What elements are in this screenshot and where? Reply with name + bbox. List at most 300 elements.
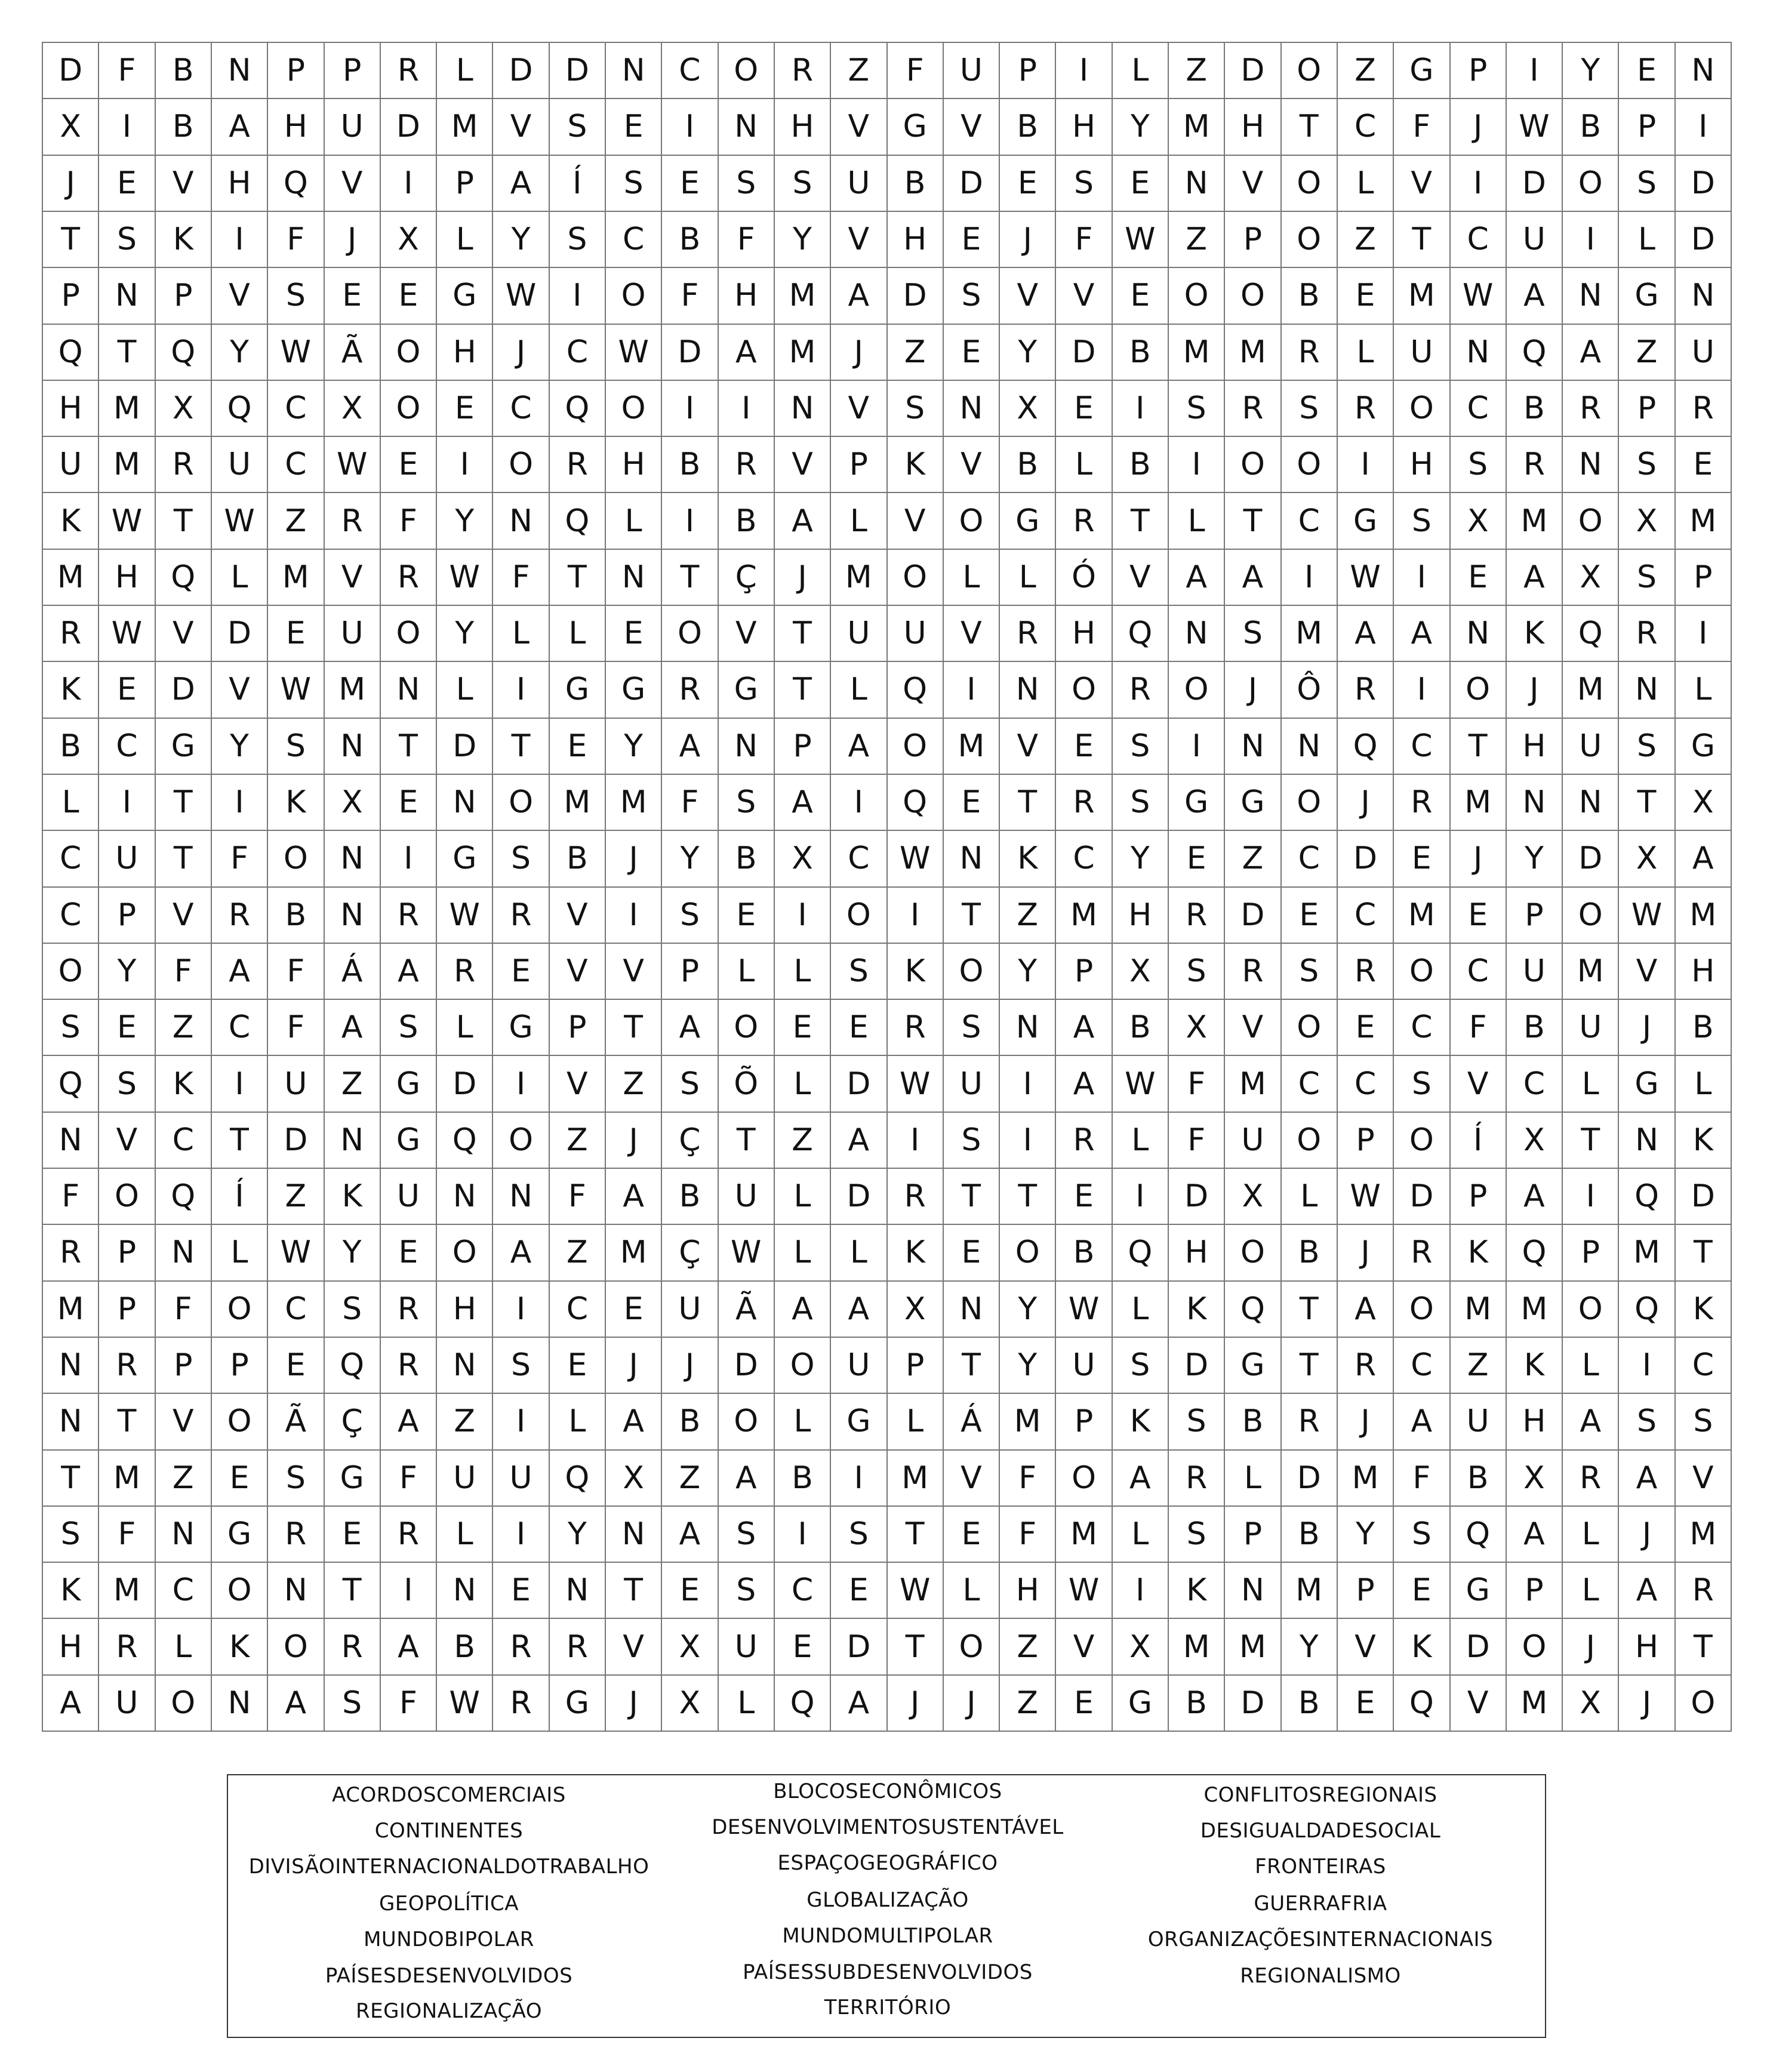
grid-cell[interactable]: Z bbox=[1000, 1619, 1056, 1675]
grid-cell[interactable]: C bbox=[156, 1563, 212, 1619]
grid-cell[interactable]: Z bbox=[550, 1113, 606, 1169]
grid-cell[interactable]: X bbox=[1113, 944, 1169, 1000]
grid-cell[interactable]: S bbox=[944, 1113, 1000, 1169]
grid-cell[interactable]: Q bbox=[550, 1451, 606, 1507]
grid-cell[interactable]: X bbox=[662, 1619, 718, 1675]
grid-cell[interactable]: I bbox=[1563, 212, 1619, 268]
grid-cell[interactable]: R bbox=[1282, 1394, 1338, 1450]
grid-cell[interactable]: P bbox=[1451, 1169, 1507, 1225]
grid-cell[interactable]: M bbox=[99, 1451, 155, 1507]
grid-cell[interactable]: A bbox=[831, 719, 887, 775]
grid-cell[interactable]: N bbox=[719, 99, 775, 155]
grid-cell[interactable]: R bbox=[99, 1338, 155, 1394]
grid-cell[interactable]: W bbox=[1507, 99, 1563, 155]
grid-cell[interactable]: W bbox=[1113, 212, 1169, 268]
grid-cell[interactable]: D bbox=[1225, 888, 1281, 944]
grid-cell[interactable]: V bbox=[550, 944, 606, 1000]
grid-cell[interactable]: O bbox=[1169, 268, 1225, 324]
grid-cell[interactable]: R bbox=[1056, 775, 1112, 831]
grid-cell[interactable]: W bbox=[99, 606, 155, 662]
grid-cell[interactable]: I bbox=[1619, 1338, 1675, 1394]
grid-cell[interactable]: Ô bbox=[1282, 662, 1338, 718]
grid-cell[interactable]: U bbox=[1225, 1113, 1281, 1169]
grid-cell[interactable]: D bbox=[268, 1113, 324, 1169]
grid-cell[interactable]: E bbox=[381, 1225, 437, 1281]
grid-cell[interactable]: C bbox=[493, 381, 549, 437]
grid-cell[interactable]: L bbox=[775, 944, 831, 1000]
grid-cell[interactable]: I bbox=[212, 775, 268, 831]
grid-cell[interactable]: Ã bbox=[325, 325, 381, 381]
grid-cell[interactable]: B bbox=[1507, 1000, 1563, 1056]
grid-cell[interactable]: I bbox=[493, 1282, 549, 1338]
grid-cell[interactable]: R bbox=[1169, 888, 1225, 944]
grid-cell[interactable]: E bbox=[381, 437, 437, 493]
grid-cell[interactable]: I bbox=[888, 888, 944, 944]
grid-cell[interactable]: H bbox=[1056, 606, 1112, 662]
grid-cell[interactable]: L bbox=[437, 1000, 493, 1056]
grid-cell[interactable]: D bbox=[212, 606, 268, 662]
grid-cell[interactable]: A bbox=[775, 1282, 831, 1338]
grid-cell[interactable]: V bbox=[493, 99, 549, 155]
grid-cell[interactable]: M bbox=[606, 1225, 662, 1281]
grid-cell[interactable]: S bbox=[99, 212, 155, 268]
grid-cell[interactable]: O bbox=[1563, 156, 1619, 212]
grid-cell[interactable]: K bbox=[888, 437, 944, 493]
grid-cell[interactable]: Z bbox=[888, 325, 944, 381]
grid-cell[interactable]: A bbox=[493, 156, 549, 212]
grid-cell[interactable]: D bbox=[1169, 1169, 1225, 1225]
grid-cell[interactable]: G bbox=[325, 1451, 381, 1507]
grid-cell[interactable]: B bbox=[1113, 437, 1169, 493]
grid-cell[interactable]: F bbox=[268, 212, 324, 268]
grid-cell[interactable]: I bbox=[493, 1394, 549, 1450]
grid-cell[interactable]: W bbox=[493, 268, 549, 324]
grid-cell[interactable]: V bbox=[1113, 550, 1169, 606]
grid-cell[interactable]: P bbox=[268, 43, 324, 99]
grid-cell[interactable]: U bbox=[437, 1451, 493, 1507]
grid-cell[interactable]: M bbox=[43, 1282, 99, 1338]
grid-cell[interactable]: U bbox=[43, 437, 99, 493]
grid-cell[interactable]: O bbox=[1000, 1225, 1056, 1281]
grid-cell[interactable]: X bbox=[1000, 381, 1056, 437]
grid-cell[interactable]: N bbox=[437, 775, 493, 831]
grid-cell[interactable]: K bbox=[1507, 1338, 1563, 1394]
grid-cell[interactable]: X bbox=[1507, 1451, 1563, 1507]
grid-cell[interactable]: C bbox=[1338, 1056, 1394, 1112]
grid-cell[interactable]: Á bbox=[944, 1394, 1000, 1450]
grid-cell[interactable]: E bbox=[1676, 437, 1732, 493]
grid-cell[interactable]: V bbox=[550, 888, 606, 944]
grid-cell[interactable]: I bbox=[1169, 437, 1225, 493]
grid-cell[interactable]: U bbox=[719, 1619, 775, 1675]
grid-cell[interactable]: R bbox=[1113, 662, 1169, 718]
grid-cell[interactable]: J bbox=[1225, 662, 1281, 718]
grid-cell[interactable]: Y bbox=[775, 212, 831, 268]
grid-cell[interactable]: R bbox=[1507, 437, 1563, 493]
grid-cell[interactable]: S bbox=[1113, 775, 1169, 831]
grid-cell[interactable]: M bbox=[1507, 1676, 1563, 1732]
grid-cell[interactable]: E bbox=[381, 775, 437, 831]
grid-cell[interactable]: L bbox=[1000, 550, 1056, 606]
grid-cell[interactable]: L bbox=[437, 43, 493, 99]
grid-cell[interactable]: F bbox=[381, 1676, 437, 1732]
grid-cell[interactable]: T bbox=[99, 325, 155, 381]
grid-cell[interactable]: E bbox=[268, 1338, 324, 1394]
grid-cell[interactable]: P bbox=[1563, 1225, 1619, 1281]
grid-cell[interactable]: S bbox=[268, 719, 324, 775]
grid-cell[interactable]: E bbox=[1394, 831, 1450, 887]
grid-cell[interactable]: B bbox=[156, 43, 212, 99]
grid-cell[interactable]: B bbox=[268, 888, 324, 944]
grid-cell[interactable]: I bbox=[493, 662, 549, 718]
grid-cell[interactable]: V bbox=[1225, 156, 1281, 212]
grid-cell[interactable]: N bbox=[437, 1563, 493, 1619]
grid-cell[interactable]: X bbox=[1619, 493, 1675, 549]
grid-cell[interactable]: V bbox=[719, 606, 775, 662]
grid-cell[interactable]: C bbox=[550, 1282, 606, 1338]
grid-cell[interactable]: U bbox=[1451, 1394, 1507, 1450]
grid-cell[interactable]: U bbox=[662, 1282, 718, 1338]
grid-cell[interactable]: I bbox=[1113, 1563, 1169, 1619]
grid-cell[interactable]: B bbox=[1000, 99, 1056, 155]
grid-cell[interactable]: C bbox=[268, 437, 324, 493]
grid-cell[interactable]: L bbox=[1338, 156, 1394, 212]
grid-cell[interactable]: C bbox=[1451, 212, 1507, 268]
grid-cell[interactable]: O bbox=[1451, 662, 1507, 718]
grid-cell[interactable]: F bbox=[1000, 1507, 1056, 1563]
grid-cell[interactable]: H bbox=[268, 99, 324, 155]
grid-cell[interactable]: E bbox=[1451, 550, 1507, 606]
grid-cell[interactable]: G bbox=[381, 1056, 437, 1112]
grid-cell[interactable]: Z bbox=[1000, 1676, 1056, 1732]
grid-cell[interactable]: G bbox=[831, 1394, 887, 1450]
grid-cell[interactable]: E bbox=[662, 1563, 718, 1619]
grid-cell[interactable]: M bbox=[775, 325, 831, 381]
grid-cell[interactable]: N bbox=[1000, 1000, 1056, 1056]
grid-cell[interactable]: O bbox=[43, 944, 99, 1000]
grid-cell[interactable]: V bbox=[1451, 1056, 1507, 1112]
grid-cell[interactable]: S bbox=[1113, 1338, 1169, 1394]
grid-cell[interactable]: O bbox=[1394, 1282, 1450, 1338]
grid-cell[interactable]: X bbox=[775, 831, 831, 887]
grid-cell[interactable]: B bbox=[662, 1169, 718, 1225]
grid-cell[interactable]: J bbox=[325, 212, 381, 268]
grid-cell[interactable]: I bbox=[1113, 381, 1169, 437]
grid-cell[interactable]: R bbox=[325, 493, 381, 549]
grid-cell[interactable]: B bbox=[437, 1619, 493, 1675]
grid-cell[interactable]: D bbox=[550, 43, 606, 99]
grid-cell[interactable]: N bbox=[1000, 662, 1056, 718]
grid-cell[interactable]: Q bbox=[775, 1676, 831, 1732]
grid-cell[interactable]: I bbox=[606, 888, 662, 944]
grid-cell[interactable]: O bbox=[944, 493, 1000, 549]
grid-cell[interactable]: T bbox=[1000, 1169, 1056, 1225]
grid-cell[interactable]: A bbox=[1394, 1394, 1450, 1450]
grid-cell[interactable]: R bbox=[888, 1169, 944, 1225]
grid-cell[interactable]: B bbox=[1282, 1225, 1338, 1281]
grid-cell[interactable]: D bbox=[888, 268, 944, 324]
grid-cell[interactable]: W bbox=[437, 888, 493, 944]
grid-cell[interactable]: U bbox=[831, 606, 887, 662]
grid-cell[interactable]: Z bbox=[1169, 43, 1225, 99]
grid-cell[interactable]: R bbox=[493, 1619, 549, 1675]
grid-cell[interactable]: M bbox=[268, 550, 324, 606]
grid-cell[interactable]: P bbox=[1338, 1563, 1394, 1619]
grid-cell[interactable]: R bbox=[1394, 775, 1450, 831]
grid-cell[interactable]: W bbox=[1338, 550, 1394, 606]
grid-cell[interactable]: E bbox=[1056, 1169, 1112, 1225]
grid-cell[interactable]: S bbox=[662, 1056, 718, 1112]
grid-cell[interactable]: Z bbox=[1451, 1338, 1507, 1394]
grid-cell[interactable]: O bbox=[1225, 268, 1281, 324]
grid-cell[interactable]: N bbox=[99, 268, 155, 324]
grid-cell[interactable]: O bbox=[662, 606, 718, 662]
grid-cell[interactable]: S bbox=[1619, 156, 1675, 212]
grid-cell[interactable]: X bbox=[381, 212, 437, 268]
grid-cell[interactable]: A bbox=[212, 99, 268, 155]
grid-cell[interactable]: J bbox=[1338, 1225, 1394, 1281]
grid-cell[interactable]: I bbox=[493, 1507, 549, 1563]
grid-cell[interactable]: D bbox=[1676, 156, 1732, 212]
grid-cell[interactable]: T bbox=[212, 1113, 268, 1169]
grid-cell[interactable]: T bbox=[43, 1451, 99, 1507]
grid-cell[interactable]: Y bbox=[1000, 1282, 1056, 1338]
grid-cell[interactable]: J bbox=[606, 1338, 662, 1394]
grid-cell[interactable]: G bbox=[381, 1113, 437, 1169]
grid-cell[interactable]: A bbox=[212, 944, 268, 1000]
grid-cell[interactable]: R bbox=[1056, 493, 1112, 549]
grid-cell[interactable]: E bbox=[944, 775, 1000, 831]
grid-cell[interactable]: S bbox=[606, 156, 662, 212]
grid-cell[interactable]: L bbox=[1338, 325, 1394, 381]
grid-cell[interactable]: N bbox=[1225, 1563, 1281, 1619]
grid-cell[interactable]: G bbox=[1676, 719, 1732, 775]
grid-cell[interactable]: C bbox=[1282, 493, 1338, 549]
grid-cell[interactable]: K bbox=[212, 1619, 268, 1675]
grid-cell[interactable]: P bbox=[99, 1282, 155, 1338]
grid-cell[interactable]: C bbox=[1507, 1056, 1563, 1112]
grid-cell[interactable]: W bbox=[268, 662, 324, 718]
grid-cell[interactable]: Y bbox=[1282, 1619, 1338, 1675]
grid-cell[interactable]: V bbox=[775, 437, 831, 493]
grid-cell[interactable]: G bbox=[1394, 43, 1450, 99]
grid-cell[interactable]: G bbox=[493, 1000, 549, 1056]
grid-cell[interactable]: P bbox=[1507, 888, 1563, 944]
grid-cell[interactable]: S bbox=[550, 99, 606, 155]
grid-cell[interactable]: K bbox=[1451, 1225, 1507, 1281]
grid-cell[interactable]: S bbox=[1451, 437, 1507, 493]
grid-cell[interactable]: A bbox=[606, 1169, 662, 1225]
grid-cell[interactable]: A bbox=[381, 1394, 437, 1450]
grid-cell[interactable]: C bbox=[1676, 1338, 1732, 1394]
grid-cell[interactable]: X bbox=[1563, 1676, 1619, 1732]
grid-cell[interactable]: T bbox=[888, 1619, 944, 1675]
grid-cell[interactable]: L bbox=[831, 1225, 887, 1281]
grid-cell[interactable]: S bbox=[1056, 156, 1112, 212]
grid-cell[interactable]: H bbox=[1507, 719, 1563, 775]
grid-cell[interactable]: F bbox=[156, 944, 212, 1000]
grid-cell[interactable]: R bbox=[1619, 606, 1675, 662]
grid-cell[interactable]: Z bbox=[831, 43, 887, 99]
grid-cell[interactable]: Y bbox=[212, 325, 268, 381]
grid-cell[interactable]: E bbox=[1282, 888, 1338, 944]
grid-cell[interactable]: S bbox=[1282, 944, 1338, 1000]
grid-cell[interactable]: A bbox=[775, 493, 831, 549]
grid-cell[interactable]: O bbox=[493, 437, 549, 493]
grid-cell[interactable]: H bbox=[1394, 437, 1450, 493]
grid-cell[interactable]: O bbox=[1169, 662, 1225, 718]
grid-cell[interactable]: V bbox=[1056, 268, 1112, 324]
grid-cell[interactable]: L bbox=[437, 1507, 493, 1563]
grid-cell[interactable]: A bbox=[1056, 1000, 1112, 1056]
grid-cell[interactable]: S bbox=[43, 1507, 99, 1563]
grid-cell[interactable]: D bbox=[831, 1619, 887, 1675]
grid-cell[interactable]: Ç bbox=[662, 1113, 718, 1169]
grid-cell[interactable]: N bbox=[1676, 268, 1732, 324]
grid-cell[interactable]: G bbox=[550, 662, 606, 718]
grid-cell[interactable]: H bbox=[606, 437, 662, 493]
grid-cell[interactable]: W bbox=[719, 1225, 775, 1281]
grid-cell[interactable]: X bbox=[1563, 550, 1619, 606]
grid-cell[interactable]: R bbox=[156, 437, 212, 493]
grid-cell[interactable]: N bbox=[550, 1563, 606, 1619]
grid-cell[interactable]: P bbox=[1619, 99, 1675, 155]
grid-cell[interactable]: I bbox=[493, 1056, 549, 1112]
grid-cell[interactable]: M bbox=[1394, 268, 1450, 324]
grid-cell[interactable]: K bbox=[888, 1225, 944, 1281]
grid-cell[interactable]: Z bbox=[606, 1056, 662, 1112]
grid-cell[interactable]: B bbox=[1507, 381, 1563, 437]
grid-cell[interactable]: T bbox=[156, 493, 212, 549]
grid-cell[interactable]: E bbox=[1056, 381, 1112, 437]
grid-cell[interactable]: Q bbox=[1113, 606, 1169, 662]
grid-cell[interactable]: T bbox=[1676, 1619, 1732, 1675]
grid-cell[interactable]: G bbox=[888, 99, 944, 155]
grid-cell[interactable]: X bbox=[1676, 775, 1732, 831]
grid-cell[interactable]: S bbox=[1394, 1056, 1450, 1112]
grid-cell[interactable]: K bbox=[156, 212, 212, 268]
grid-cell[interactable]: P bbox=[99, 1225, 155, 1281]
grid-cell[interactable]: Q bbox=[1225, 1282, 1281, 1338]
grid-cell[interactable]: V bbox=[944, 99, 1000, 155]
grid-cell[interactable]: S bbox=[1169, 944, 1225, 1000]
grid-cell[interactable]: R bbox=[381, 1507, 437, 1563]
grid-cell[interactable]: C bbox=[1394, 719, 1450, 775]
grid-cell[interactable]: T bbox=[156, 831, 212, 887]
grid-cell[interactable]: J bbox=[1338, 775, 1394, 831]
grid-cell[interactable]: A bbox=[831, 268, 887, 324]
grid-cell[interactable]: R bbox=[550, 1619, 606, 1675]
grid-cell[interactable]: L bbox=[1113, 1282, 1169, 1338]
grid-cell[interactable]: T bbox=[1225, 493, 1281, 549]
grid-cell[interactable]: E bbox=[1619, 43, 1675, 99]
grid-cell[interactable]: H bbox=[1619, 1619, 1675, 1675]
grid-cell[interactable]: F bbox=[268, 944, 324, 1000]
grid-cell[interactable]: A bbox=[1225, 550, 1281, 606]
grid-cell[interactable]: Z bbox=[325, 1056, 381, 1112]
grid-cell[interactable]: S bbox=[1282, 381, 1338, 437]
grid-cell[interactable]: E bbox=[99, 1000, 155, 1056]
grid-cell[interactable]: B bbox=[1169, 1676, 1225, 1732]
grid-cell[interactable]: Q bbox=[1507, 325, 1563, 381]
grid-cell[interactable]: Y bbox=[493, 212, 549, 268]
grid-cell[interactable]: N bbox=[1619, 662, 1675, 718]
grid-cell[interactable]: A bbox=[1113, 1451, 1169, 1507]
grid-cell[interactable]: F bbox=[550, 1169, 606, 1225]
grid-cell[interactable]: I bbox=[775, 888, 831, 944]
grid-cell[interactable]: F bbox=[1169, 1113, 1225, 1169]
grid-cell[interactable]: P bbox=[662, 944, 718, 1000]
grid-cell[interactable]: S bbox=[1676, 1394, 1732, 1450]
grid-cell[interactable]: X bbox=[1169, 1000, 1225, 1056]
grid-cell[interactable]: V bbox=[1000, 268, 1056, 324]
grid-cell[interactable]: M bbox=[1056, 1507, 1112, 1563]
grid-cell[interactable]: D bbox=[1338, 831, 1394, 887]
grid-cell[interactable]: T bbox=[775, 662, 831, 718]
grid-cell[interactable]: A bbox=[606, 1394, 662, 1450]
grid-cell[interactable]: Y bbox=[1338, 1507, 1394, 1563]
grid-cell[interactable]: O bbox=[493, 775, 549, 831]
grid-cell[interactable]: T bbox=[719, 1113, 775, 1169]
grid-cell[interactable]: Q bbox=[1451, 1507, 1507, 1563]
grid-cell[interactable]: G bbox=[1451, 1563, 1507, 1619]
grid-cell[interactable]: V bbox=[1000, 719, 1056, 775]
grid-cell[interactable]: O bbox=[606, 381, 662, 437]
grid-cell[interactable]: O bbox=[606, 268, 662, 324]
grid-cell[interactable]: M bbox=[1225, 1619, 1281, 1675]
grid-cell[interactable]: R bbox=[1563, 381, 1619, 437]
grid-cell[interactable]: G bbox=[1338, 493, 1394, 549]
grid-cell[interactable]: K bbox=[1394, 1619, 1450, 1675]
grid-cell[interactable]: O bbox=[1282, 43, 1338, 99]
grid-cell[interactable]: B bbox=[550, 831, 606, 887]
grid-cell[interactable]: A bbox=[1507, 1169, 1563, 1225]
grid-cell[interactable]: C bbox=[1282, 1056, 1338, 1112]
grid-cell[interactable]: N bbox=[1676, 43, 1732, 99]
grid-cell[interactable]: C bbox=[662, 43, 718, 99]
grid-cell[interactable]: T bbox=[1394, 212, 1450, 268]
grid-cell[interactable]: R bbox=[437, 944, 493, 1000]
grid-cell[interactable]: J bbox=[1451, 99, 1507, 155]
grid-cell[interactable]: Y bbox=[1000, 944, 1056, 1000]
grid-cell[interactable]: O bbox=[381, 606, 437, 662]
grid-cell[interactable]: Y bbox=[437, 493, 493, 549]
grid-cell[interactable]: S bbox=[493, 1338, 549, 1394]
grid-cell[interactable]: F bbox=[99, 43, 155, 99]
grid-cell[interactable]: N bbox=[1563, 437, 1619, 493]
grid-cell[interactable]: O bbox=[719, 1000, 775, 1056]
grid-cell[interactable]: O bbox=[381, 381, 437, 437]
grid-cell[interactable]: R bbox=[43, 606, 99, 662]
grid-cell[interactable]: Q bbox=[550, 381, 606, 437]
grid-cell[interactable]: L bbox=[437, 212, 493, 268]
grid-cell[interactable]: Q bbox=[268, 156, 324, 212]
grid-cell[interactable]: K bbox=[1169, 1282, 1225, 1338]
grid-cell[interactable]: N bbox=[1282, 719, 1338, 775]
grid-cell[interactable]: E bbox=[493, 944, 549, 1000]
grid-cell[interactable]: H bbox=[1113, 888, 1169, 944]
grid-cell[interactable]: N bbox=[1507, 775, 1563, 831]
grid-cell[interactable]: N bbox=[212, 43, 268, 99]
grid-cell[interactable]: B bbox=[1676, 1000, 1732, 1056]
grid-cell[interactable]: T bbox=[1282, 1282, 1338, 1338]
grid-cell[interactable]: L bbox=[944, 550, 1000, 606]
grid-cell[interactable]: M bbox=[1676, 1507, 1732, 1563]
grid-cell[interactable]: P bbox=[1056, 944, 1112, 1000]
grid-cell[interactable]: K bbox=[268, 775, 324, 831]
grid-cell[interactable]: M bbox=[1169, 325, 1225, 381]
grid-cell[interactable]: W bbox=[606, 325, 662, 381]
